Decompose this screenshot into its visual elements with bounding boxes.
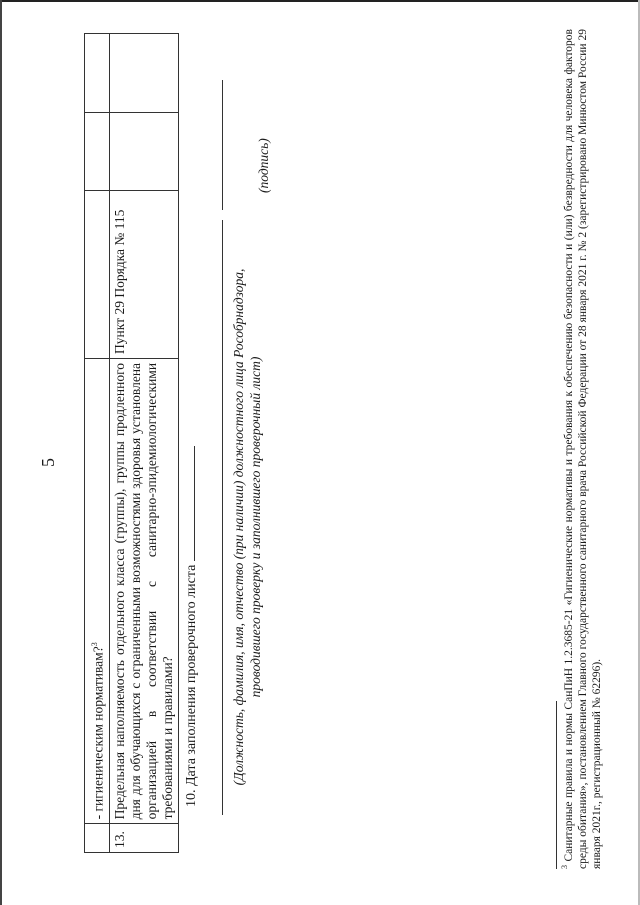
table-cell bbox=[85, 34, 110, 113]
page-number: 5 bbox=[38, 458, 58, 467]
signature-caption: (подпись) bbox=[256, 138, 271, 193]
table-cell bbox=[85, 112, 110, 191]
footnote-divider bbox=[556, 701, 557, 869]
footnote-text: Санитарные правила и нормы СанПиН 1.2.3685-21 «Гигиенические нормативы и требования к обеспечению безопасности и (или) безвредности для человека факторов среды обитания», постановлением Главного государственного санитарного врача Российской Федерации от 28 января 2021 г. № 2 (зарегистрировано Минюстом России 29 января 2021г., регистрационный № 62296). bbox=[562, 29, 603, 869]
official-name-line bbox=[222, 220, 223, 815]
footnote-mark: 3 bbox=[90, 642, 99, 647]
table-cell bbox=[109, 358, 178, 823]
date-blank-line bbox=[182, 446, 195, 561]
table-cell bbox=[109, 191, 178, 359]
row-question: Предельная наполняемость отдельного класса (группы), группы продленного дня для обучающихся с ограниченными возможностями здоровья установлена организацией в соответствии с санитарно-эпидемиологическими требованиями и правилами? bbox=[111, 362, 175, 820]
footnote bbox=[558, 29, 604, 869]
table-cell bbox=[109, 34, 178, 113]
footnote-mark: 3 bbox=[560, 865, 569, 869]
table-row bbox=[109, 34, 178, 853]
table-row bbox=[85, 34, 110, 853]
table-cell bbox=[85, 824, 110, 853]
official-caption: (Должность, фамилия, имя, отчество (при наличии) должностного лица Рособрнадзора, проводившего проверку и заполнившего проверочный лист) bbox=[231, 268, 263, 786]
row-reference: Пункт 29 Порядка № 115 bbox=[111, 209, 127, 354]
row-number: 13. bbox=[109, 824, 178, 853]
row-question: - гигиеническим нормативам? bbox=[90, 646, 106, 820]
table-cell bbox=[109, 112, 178, 191]
date-field bbox=[182, 446, 200, 807]
signature-line bbox=[222, 80, 223, 210]
checklist-table bbox=[84, 33, 179, 853]
table-cell bbox=[85, 191, 110, 359]
table-cell bbox=[85, 358, 110, 823]
date-label: 10. Дата заполнения проверочного листа bbox=[184, 564, 199, 807]
